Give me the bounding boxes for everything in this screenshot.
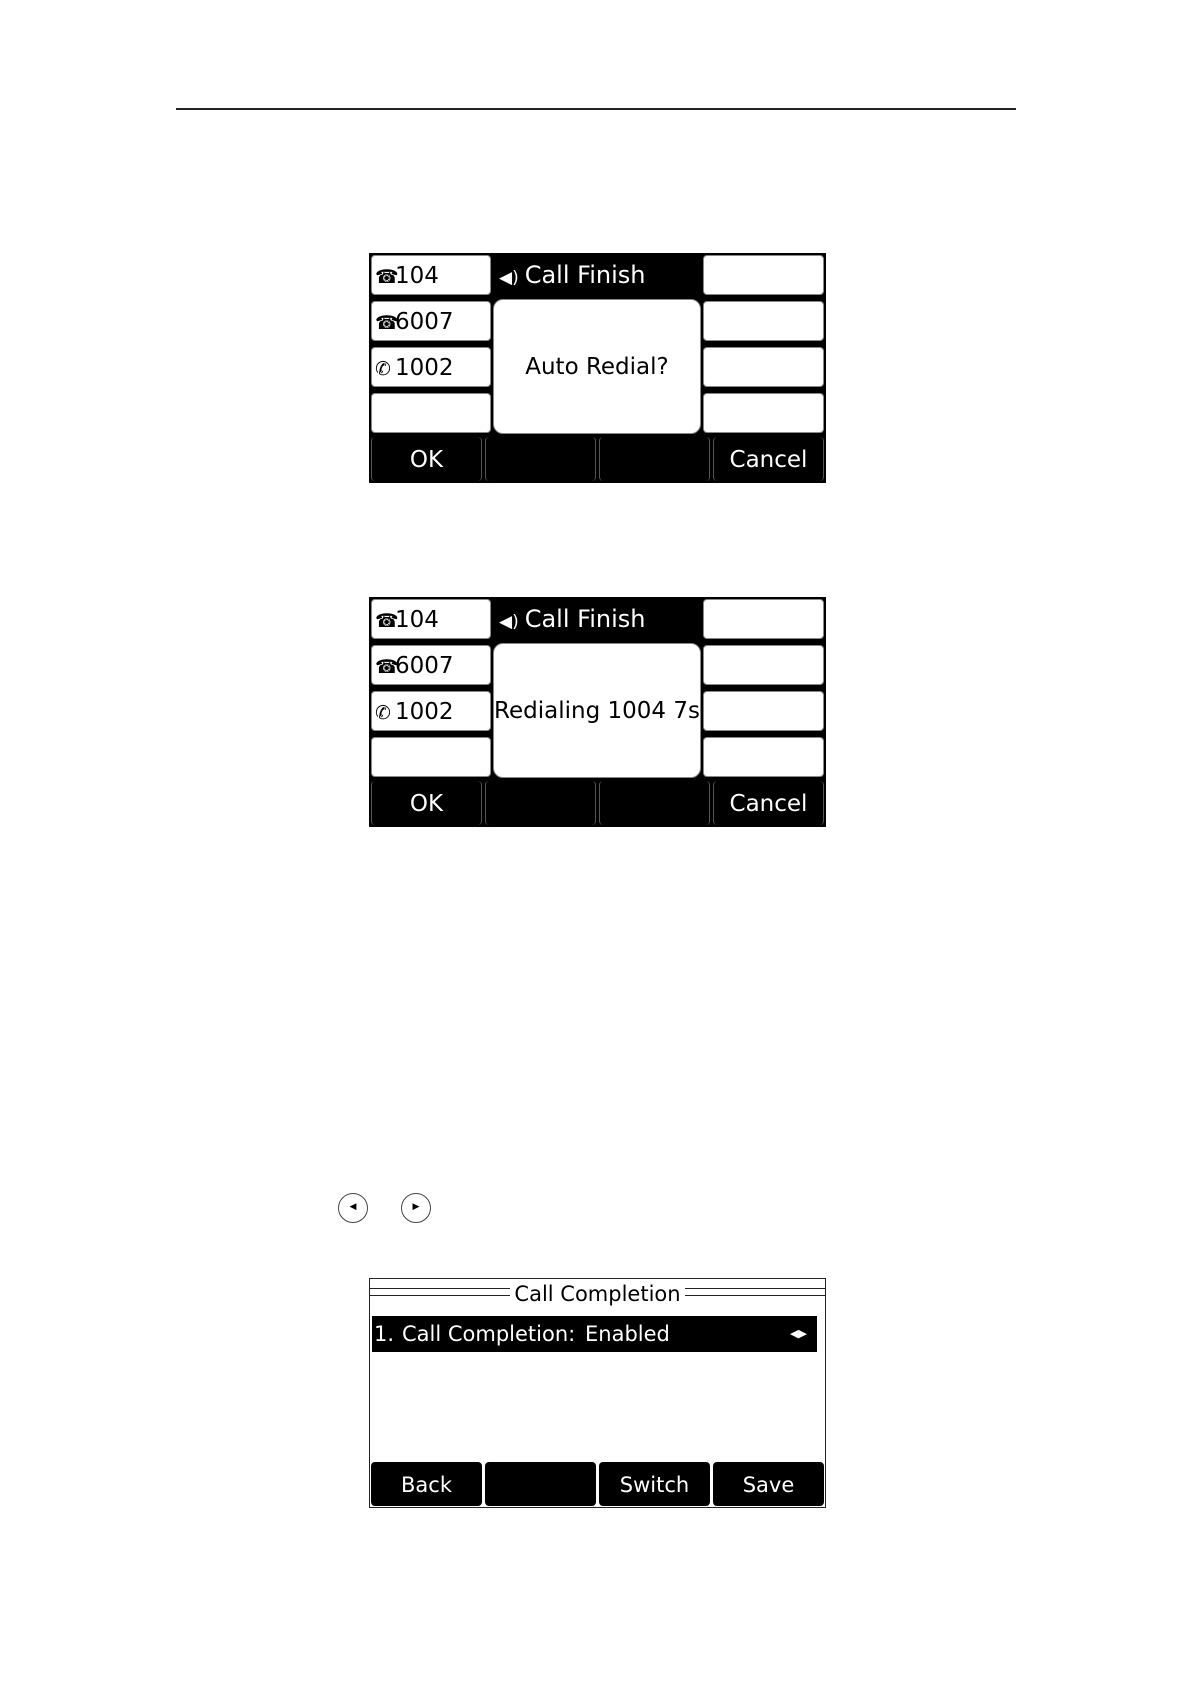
line-key-3[interactable] bbox=[371, 691, 491, 731]
dialog-message bbox=[493, 299, 701, 434]
phone-icon: ☎ bbox=[375, 656, 399, 678]
title-text: Call Finish bbox=[524, 261, 646, 289]
settings-title: Call Completion bbox=[510, 1282, 684, 1306]
phone-screen-call-completion bbox=[369, 1278, 826, 1508]
call-status-title bbox=[493, 255, 701, 295]
softkey-ok[interactable]: OK bbox=[371, 437, 482, 481]
right-navigation-key-icon: ▶ bbox=[401, 1193, 431, 1223]
line-key-label: 6007 bbox=[395, 309, 454, 335]
message-text: Redialing 1004 7s bbox=[494, 697, 700, 724]
left-navigation-key-icon: ◀ bbox=[338, 1193, 368, 1223]
line-key-label: 6007 bbox=[395, 653, 454, 679]
dialog-message bbox=[493, 643, 701, 778]
softkey-save[interactable]: Save bbox=[713, 1462, 824, 1506]
header-rule bbox=[176, 108, 1016, 110]
line-key-label: 104 bbox=[395, 607, 439, 633]
phone-screen-redialing bbox=[369, 597, 826, 827]
speaker-icon: ◀) bbox=[499, 612, 519, 632]
softkey-3[interactable] bbox=[599, 437, 710, 481]
phone-icon: ☎ bbox=[375, 610, 399, 632]
softkey-cancel[interactable]: Cancel bbox=[713, 437, 824, 481]
line-key-label: 1002 bbox=[395, 699, 454, 725]
line-key-2[interactable] bbox=[371, 301, 491, 341]
item-value[interactable]: Enabled bbox=[585, 1322, 670, 1346]
call-status-title bbox=[493, 599, 701, 639]
softkey-ok[interactable]: OK bbox=[371, 781, 482, 825]
line-key-1[interactable] bbox=[371, 255, 491, 295]
line-key-right-3[interactable] bbox=[703, 691, 824, 731]
settings-title-bar bbox=[370, 1279, 825, 1309]
left-right-arrows-icon: ◀▶ bbox=[790, 1327, 807, 1340]
line-key-label: 1002 bbox=[395, 355, 454, 381]
softkey-3[interactable] bbox=[599, 781, 710, 825]
line-key-right-4[interactable] bbox=[703, 393, 824, 433]
softkey-cancel[interactable]: Cancel bbox=[713, 781, 824, 825]
title-text: Call Finish bbox=[524, 605, 646, 633]
line-key-3[interactable] bbox=[371, 347, 491, 387]
handset-icon: ✆ bbox=[375, 358, 391, 380]
item-label: Call Completion: bbox=[402, 1322, 576, 1346]
line-key-4[interactable] bbox=[371, 737, 491, 777]
message-text: Auto Redial? bbox=[525, 353, 669, 380]
line-key-2[interactable] bbox=[371, 645, 491, 685]
line-key-right-3[interactable] bbox=[703, 347, 824, 387]
softkey-2[interactable] bbox=[485, 781, 596, 825]
handset-icon: ✆ bbox=[375, 702, 391, 724]
line-key-right-1[interactable] bbox=[703, 599, 824, 639]
phone-icon: ☎ bbox=[375, 312, 399, 334]
softkey-2[interactable] bbox=[485, 437, 596, 481]
phone-icon: ☎ bbox=[375, 266, 399, 288]
softkey-back[interactable]: Back bbox=[371, 1462, 482, 1506]
phone-screen-auto-redial bbox=[369, 253, 826, 483]
softkey-blank[interactable] bbox=[485, 1462, 596, 1506]
line-key-right-2[interactable] bbox=[703, 645, 824, 685]
speaker-icon: ◀) bbox=[499, 268, 519, 288]
line-key-label: 104 bbox=[395, 263, 439, 289]
line-key-right-4[interactable] bbox=[703, 737, 824, 777]
line-key-4[interactable] bbox=[371, 393, 491, 433]
line-key-right-1[interactable] bbox=[703, 255, 824, 295]
line-key-1[interactable] bbox=[371, 599, 491, 639]
item-number: 1. bbox=[374, 1322, 395, 1346]
line-key-right-2[interactable] bbox=[703, 301, 824, 341]
setting-row-call-completion[interactable] bbox=[372, 1316, 817, 1352]
softkey-switch[interactable]: Switch bbox=[599, 1462, 710, 1506]
